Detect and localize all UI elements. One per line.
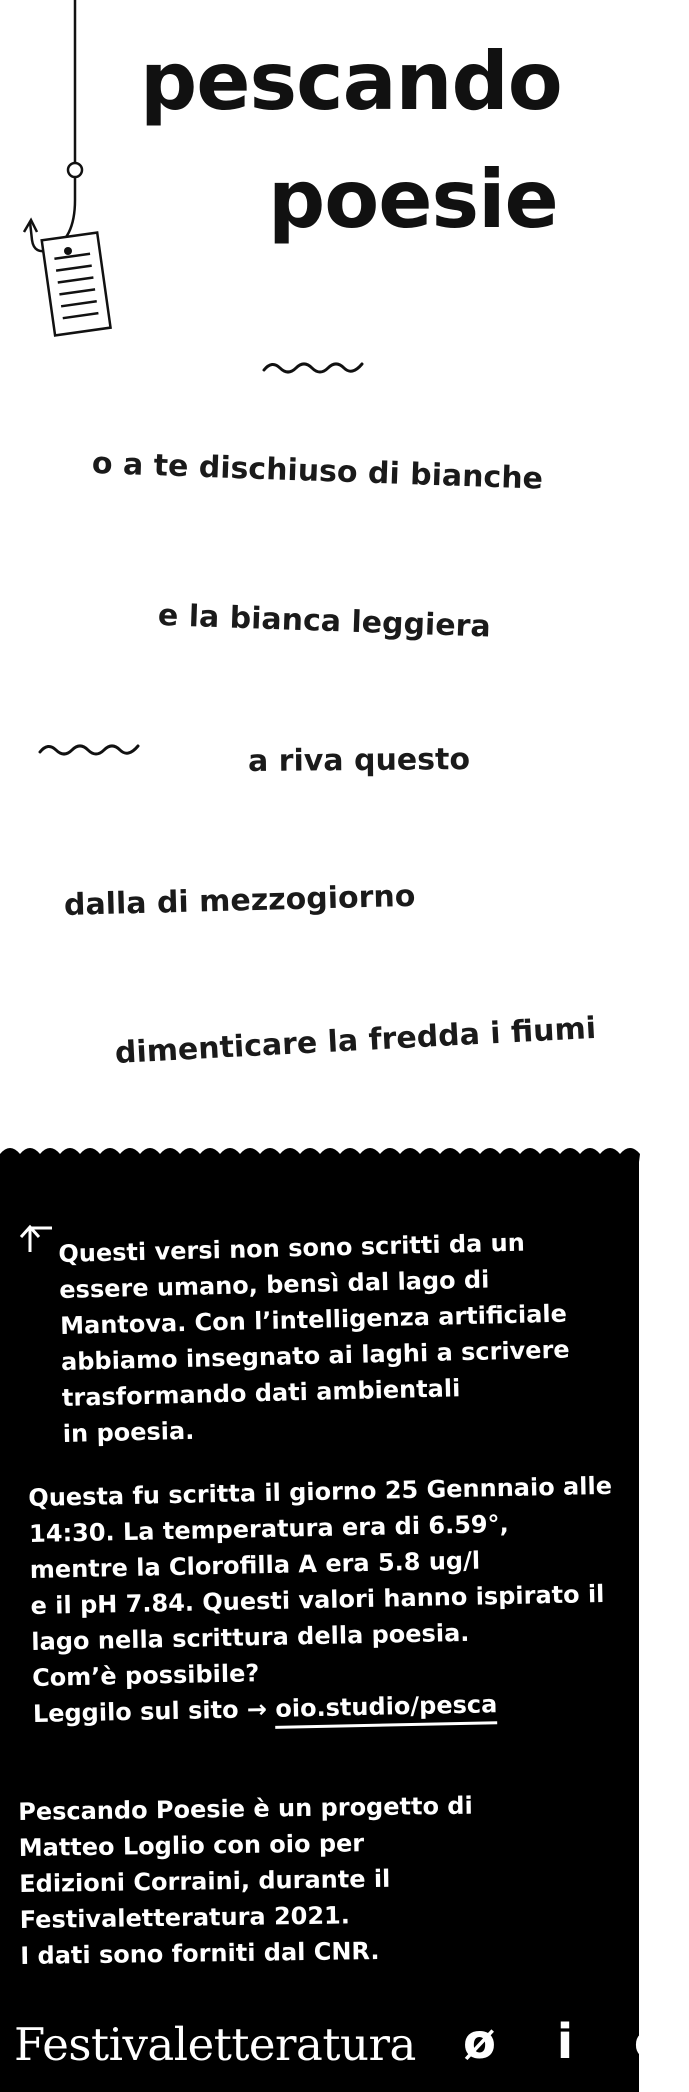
squiggle-divider (262, 356, 366, 380)
data-line: mentre la Clorofilla A era 5.8 ug/l (29, 1546, 481, 1584)
poem-line: dalla di mezzogiorno (63, 878, 416, 923)
poem-paper-icon (42, 233, 111, 336)
site-link[interactable]: oio.studio/pesca (275, 1690, 498, 1729)
explanation-line: trasformando dati ambientali (61, 1374, 461, 1412)
squiggle-divider (38, 738, 142, 762)
fishing-hook-icon (20, 0, 130, 345)
explanation-line: Questi versi non sono scritti da un (58, 1228, 526, 1268)
data-line: Com’è possibile? (31, 1659, 260, 1692)
environmental-data (28, 1468, 613, 1732)
credits-line: Pescando Poesie è un progetto di (18, 1791, 473, 1826)
credits-line: Festivaletteratura 2021. (19, 1901, 351, 1934)
data-line: 14:30. La temperatura era di 6.59°, (28, 1509, 509, 1548)
wave-edge (0, 1142, 639, 1162)
data-line: Questa fu scritta il giorno 25 Gennnaio alle (28, 1471, 613, 1512)
credits (18, 1786, 580, 1974)
festivaletteratura-logo: Festivaletteratura (14, 2018, 416, 2071)
credits-line: Matteo Loglio con oio per (18, 1829, 365, 1862)
poem-line: o a te dischiuso di bianche (91, 446, 544, 497)
return-arrow-icon (18, 1222, 54, 1256)
title-line-1: pescando (140, 35, 562, 128)
explanation-line: abbiamo insegnato ai laghi a scrivere (60, 1335, 570, 1376)
explanation-line: in poesia. (62, 1416, 195, 1448)
poem-line: e la bianca leggiera (157, 598, 492, 645)
data-line: e il pH 7.84. Questi valori hanno ispirato il (30, 1579, 605, 1620)
oio-logo: ø i o (463, 2014, 689, 2070)
explanation-line: Mantova. Con l’intelligenza artificiale (59, 1299, 568, 1340)
poem-line: a riva questo (247, 742, 471, 779)
credits-line: Edizioni Corraini, durante il (19, 1864, 391, 1898)
poem-line: dimenticare la fredda i fiumi (114, 1010, 597, 1071)
project-explanation (58, 1222, 623, 1452)
title-line-2: poesie (268, 153, 558, 246)
explanation-line: essere umano, bensì dal lago di (58, 1265, 490, 1304)
credits-line: I dati sono forniti dal CNR. (20, 1936, 380, 1970)
data-line: lago nella scrittura della poesia. (31, 1618, 470, 1656)
read-more-prefix: Leggilo sul sito → (32, 1695, 268, 1728)
